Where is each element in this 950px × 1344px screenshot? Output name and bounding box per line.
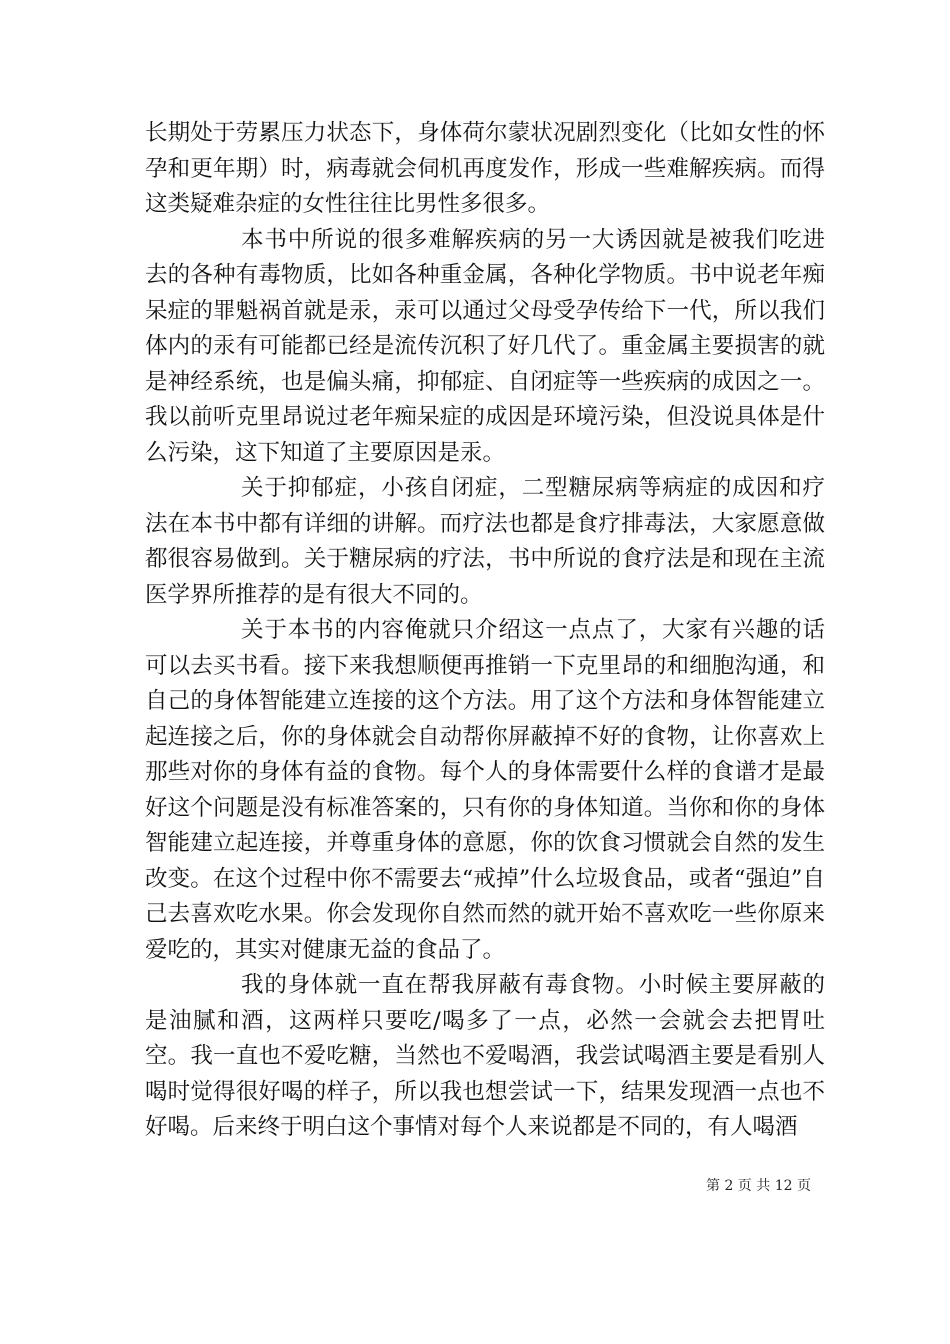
page-number-footer: 第 2 页 共 12 页 [706, 1178, 811, 1194]
paragraph-5: 我的身体就一直在帮我屏蔽有毒食物。小时候主要屏蔽的是油腻和酒，这两样只要吃/喝多了一点，必然一会就会去把胃吐空。我一直也不爱吃糖，当然也不爱喝酒，我尝试喝酒主要是看别人喝时觉得很好喝的样子，所以我也想尝试一下，结果发现酒一点也不好喝。后来终于明白这个事情对每个人来说都是不同的，有人喝酒 [145, 972, 825, 1140]
paragraph-1: 长期处于劳累压力状态下，身体荷尔蒙状况剧烈变化（比如女性的怀孕和更年期）时，病毒就会伺机再度发作，形成一些难解疾病。而得这类疑难杂症的女性往往比男性多很多。 [145, 120, 825, 217]
paragraph-2: 本书中所说的很多难解疾病的另一大诱因就是被我们吃进去的各种有毒物质，比如各种重金属，各种化学物质。书中说老年痴呆症的罪魁祸首就是汞，汞可以通过父母受孕传给下一代，所以我们体内的汞有可能都已经是流传沉积了好几代了。重金属主要损害的就是神经系统，也是偏头痛，抑郁症、自闭症等一些疾病的成因之一。我以前听克里昂说过老年痴呆症的成因是环境污染，但没说具体是什么污染，这下知道了主要原因是汞。 [145, 226, 825, 466]
paragraph-3: 关于抑郁症，小孩自闭症，二型糖尿病等病症的成因和疗法在本书中都有详细的讲解。而疗法也都是食疗排毒法，大家愿意做都很容易做到。关于糖尿病的疗法，书中所说的食疗法是和现在主流医学界所推荐的是有很大不同的。 [145, 475, 825, 608]
body-text [145, 116, 825, 1146]
paragraph-4: 关于本书的内容俺就只介绍这一点点了，大家有兴趣的话可以去买书看。接下来我想顺便再推销一下克里昂的和细胞沟通，和自己的身体智能建立连接的这个方法。用了这个方法和身体智能建立起连接之后，你的身体就会自动帮你屏蔽掉不好的食物，让你喜欢上那些对你的身体有益的食物。每个人的身体需要什么样的食谱才是最好这个问题是没有标准答案的，只有你的身体知道。当你和你的身体智能建立起连接，并尊重身体的意愿，你的饮食习惯就会自然的发生改变。在这个过程中你不需要去“戒掉”什么垃圾食品，或者“强迫”自己去喜欢吃水果。你会发现你自然而然的就开始不喜欢吃一些你原来爱吃的，其实对健康无益的食品了。 [145, 617, 825, 963]
